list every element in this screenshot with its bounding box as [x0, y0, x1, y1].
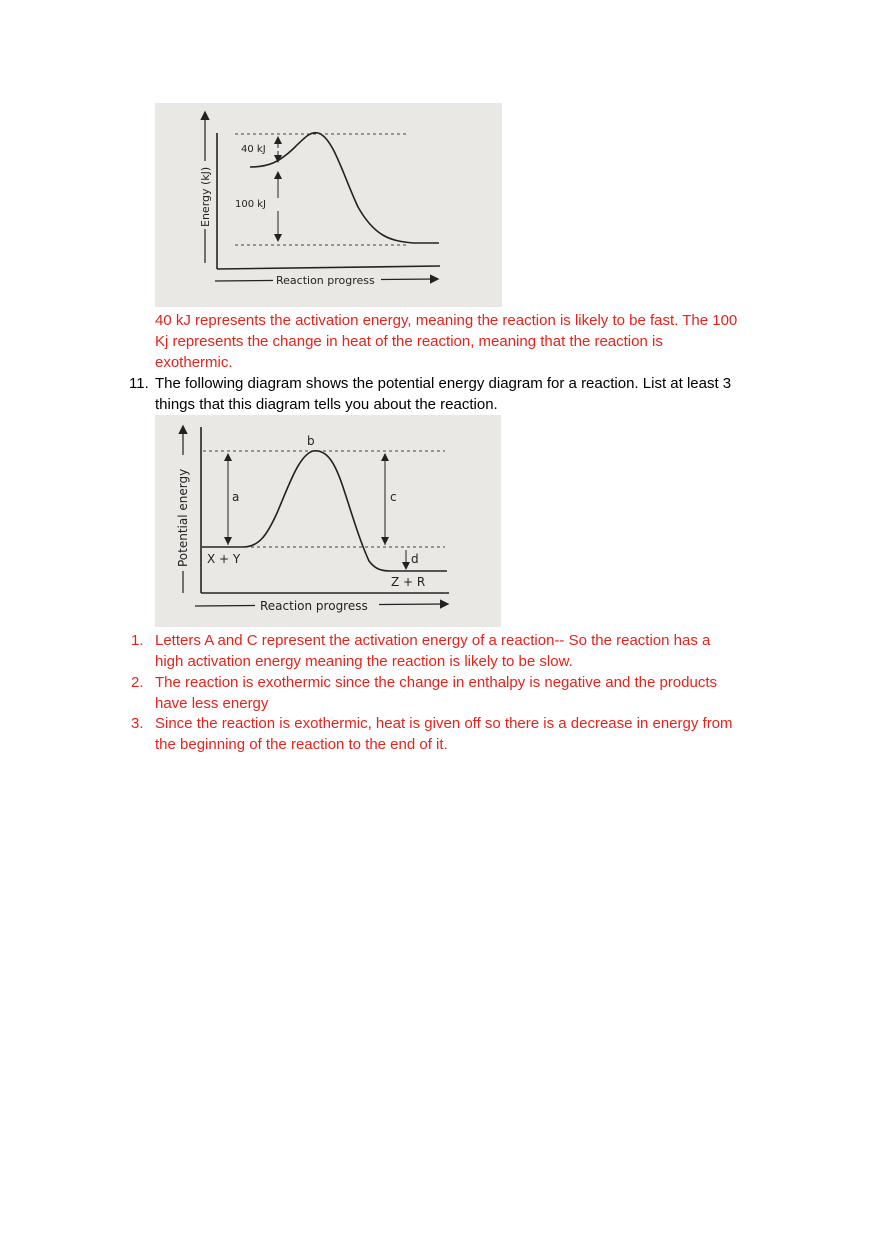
- question-11-line-2: things that this diagram tells you about the reaction.: [155, 396, 498, 413]
- answer-2-line-2: have less energy: [155, 695, 269, 712]
- label-a: a: [232, 490, 240, 504]
- answer-10-line-3: exothermic.: [155, 354, 233, 371]
- answer-3-number: 3.: [131, 715, 144, 732]
- label-reactants: X + Y: [207, 552, 241, 566]
- label-c: c: [390, 490, 397, 504]
- answer-1-number: 1.: [131, 632, 144, 649]
- answer-2-line-1: The reaction is exothermic since the change in enthalpy is negative and the products: [155, 674, 718, 691]
- label-100-kj: 100 kJ: [235, 199, 267, 210]
- answer-3-line-2: the beginning of the reaction to the end of it.: [155, 736, 448, 753]
- label-d: d: [411, 552, 419, 566]
- label-b: b: [307, 434, 315, 448]
- answer-10-line-2: Kj represents the change in heat of the reaction, meaning that the reaction is: [155, 333, 663, 350]
- potential-energy-diagram-photo: [155, 415, 501, 627]
- energy-diagram-photo-1: [155, 103, 502, 307]
- label-40-kj: 40 kJ: [241, 144, 266, 155]
- x-axis-label: Reaction progress: [276, 274, 375, 287]
- question-11-number: 11.: [129, 375, 149, 392]
- question-11-line-1: The following diagram shows the potential energy diagram for a reaction. List at least 3: [155, 375, 732, 392]
- answer-1-line-1: Letters A and C represent the activation energy of a reaction-- So the reaction has a: [155, 632, 711, 649]
- answer-10: [155, 310, 795, 373]
- answer-3-text: [155, 713, 795, 755]
- answer-10-line-1: 40 kJ represents the activation energy, meaning the reaction is likely to be fast. The 100: [155, 312, 738, 329]
- answer-3-line-1: Since the reaction is exothermic, heat is given off so there is a decrease in energy from: [155, 715, 733, 732]
- question-11-text: [155, 373, 795, 415]
- y-axis-label: Energy (kJ): [199, 166, 212, 227]
- answer-2-text: [155, 672, 795, 714]
- label-products: Z + R: [391, 575, 426, 589]
- answer-2-number: 2.: [131, 674, 144, 691]
- y-axis-label: Potential energy: [176, 468, 190, 567]
- x-axis-label: Reaction progress: [260, 599, 368, 613]
- answer-1-text: [155, 630, 795, 672]
- x-axis-line: [217, 266, 440, 269]
- answer-1-line-2: high activation energy meaning the reaction is likely to be slow.: [155, 653, 573, 670]
